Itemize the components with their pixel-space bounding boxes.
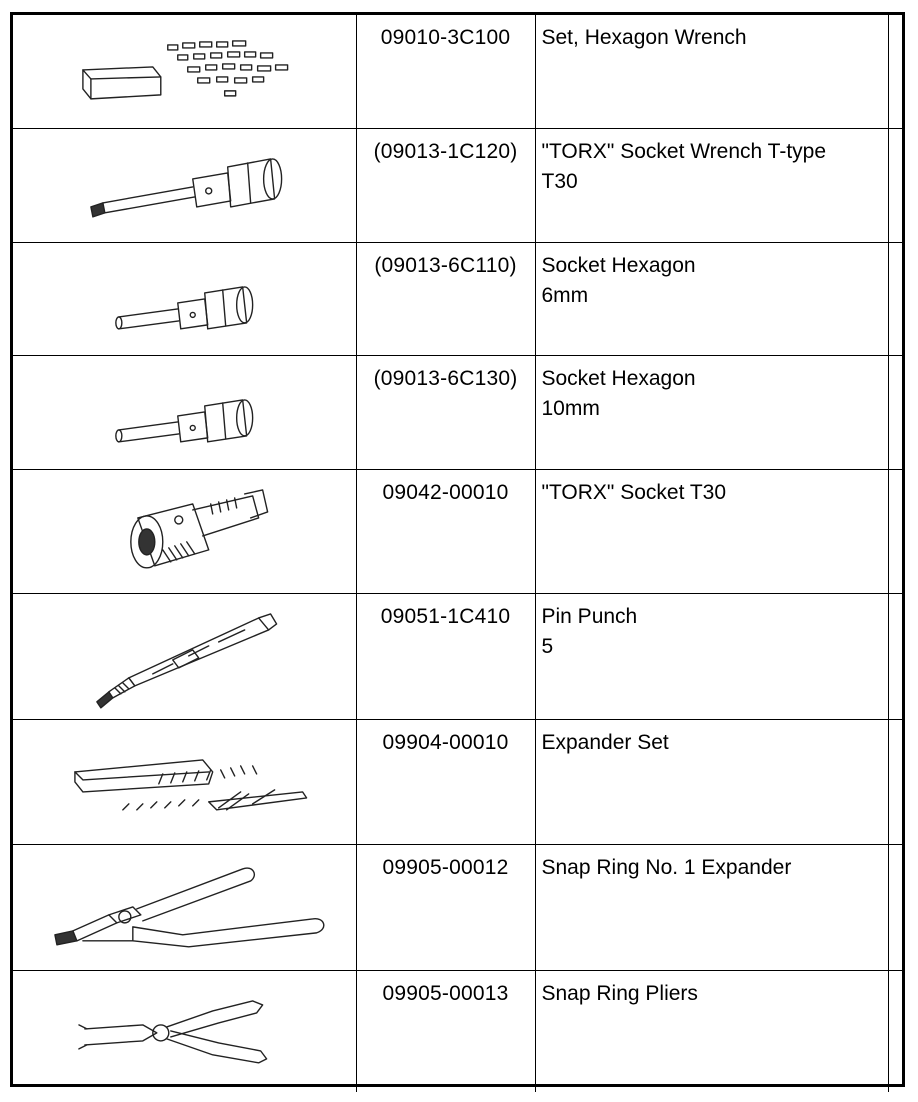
blank-cell — [888, 128, 902, 242]
description-line: 5 — [541, 635, 554, 659]
part-number: 09905-00013 — [356, 970, 535, 1092]
pin-punch-icon — [13, 594, 356, 719]
table-row — [13, 242, 902, 356]
table-row — [13, 356, 902, 470]
expander-set-icon — [13, 720, 356, 844]
tool-description — [535, 242, 888, 356]
tool-illustration-cell — [13, 356, 356, 470]
description-line: "TORX" Socket T30 — [541, 481, 727, 505]
part-number: 09010-3C100 — [356, 15, 535, 128]
description-line: Socket Hexagon — [541, 253, 696, 277]
part-number: 09905-00012 — [356, 844, 535, 970]
tool-illustration-cell — [13, 15, 356, 128]
description-line: Expander Set — [541, 730, 669, 754]
part-number: (09013-6C110) — [356, 242, 535, 356]
table-row — [13, 970, 902, 1092]
hexagon-wrench-set-icon — [13, 15, 356, 128]
description-line: Pin Punch — [541, 605, 638, 629]
tool-illustration-cell — [13, 242, 356, 356]
tool-description — [535, 719, 888, 844]
table-row — [13, 15, 902, 128]
description-line: Snap Ring Pliers — [541, 981, 698, 1005]
tool-illustration-cell — [13, 594, 356, 720]
tool-illustration-cell — [13, 719, 356, 844]
table-row — [13, 719, 902, 844]
blank-cell — [888, 844, 902, 970]
table-row — [13, 128, 902, 242]
blank-cell — [888, 356, 902, 470]
table-row — [13, 844, 902, 970]
socket-hexagon-icon — [13, 243, 356, 356]
tool-illustration-cell — [13, 844, 356, 970]
description-line: 10mm — [541, 397, 600, 421]
part-number: (09013-6C130) — [356, 356, 535, 470]
tool-description — [535, 970, 888, 1092]
special-tool-table — [13, 15, 902, 1092]
blank-cell — [888, 719, 902, 844]
torx-socket-icon — [13, 470, 356, 593]
description-line: "TORX" Socket Wrench T-type — [541, 139, 827, 163]
snap-ring-expander-icon — [13, 845, 356, 970]
description-line: T30 — [541, 169, 578, 193]
blank-cell — [888, 15, 902, 128]
part-number: (09013-1C120) — [356, 128, 535, 242]
description-line: Snap Ring No. 1 Expander — [541, 855, 792, 879]
tool-illustration-cell — [13, 470, 356, 594]
description-line: Set, Hexagon Wrench — [541, 26, 747, 49]
tool-table-frame — [10, 12, 905, 1087]
tool-description — [535, 128, 888, 242]
table-row — [13, 594, 902, 720]
tool-description — [535, 356, 888, 470]
blank-cell — [888, 470, 902, 594]
tool-illustration-cell — [13, 128, 356, 242]
table-row — [13, 470, 902, 594]
part-number: 09042-00010 — [356, 470, 535, 594]
tool-description — [535, 594, 888, 720]
blank-cell — [888, 242, 902, 356]
description-line: Socket Hexagon — [541, 367, 696, 391]
tool-description — [535, 844, 888, 970]
part-number: 09051-1C410 — [356, 594, 535, 720]
tool-illustration-cell — [13, 970, 356, 1092]
tool-description — [535, 470, 888, 594]
part-number: 09904-00010 — [356, 719, 535, 844]
tool-description — [535, 15, 888, 128]
torx-socket-wrench-icon — [13, 129, 356, 242]
snap-ring-pliers-icon — [13, 971, 356, 1093]
socket-hexagon-icon — [13, 356, 356, 469]
description-line: 6mm — [541, 283, 589, 307]
blank-cell — [888, 594, 902, 720]
blank-cell — [888, 970, 902, 1092]
